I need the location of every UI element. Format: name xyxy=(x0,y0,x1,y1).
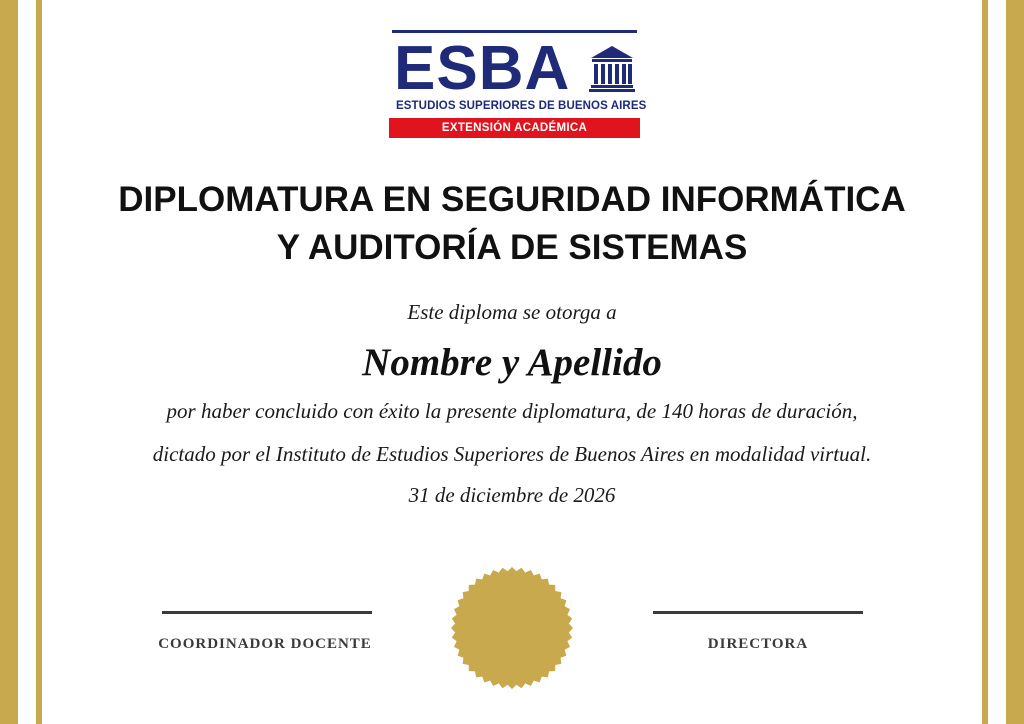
signature-line-right xyxy=(653,611,863,614)
gold-border-inner-right xyxy=(982,0,988,724)
logo-subtitle: ESTUDIOS SUPERIORES DE BUENOS AIRES xyxy=(396,100,647,112)
gold-border-outer-left xyxy=(0,0,18,724)
logo-banner: EXTENSIÓN ACADÉMICA xyxy=(389,118,640,138)
body-text-line-2: dictado por el Instituto de Estudios Superiores de Buenos Aires en modalidad virtual. xyxy=(152,442,872,466)
building-columns-icon xyxy=(589,44,635,92)
signature-line-left xyxy=(162,611,372,614)
logo-wordmark: ESBA xyxy=(394,34,571,103)
title-line-1: DIPLOMATURA EN SEGURIDAD INFORMÁTICA xyxy=(118,180,906,219)
issue-date: 31 de diciembre de 2026 xyxy=(408,483,616,507)
esba-logo xyxy=(389,30,647,138)
signature-label-coordinator: COORDINADOR DOCENTE xyxy=(158,636,372,652)
body-text-line-1: por haber concluido con éxito la presente diplomatura, de 140 horas de duración, xyxy=(166,399,858,423)
recipient-name: Nombre y Apellido xyxy=(362,341,662,384)
gold-border-outer-right xyxy=(1006,0,1024,724)
signature-label-director: DIRECTORA xyxy=(707,636,809,652)
gold-seal-icon xyxy=(450,566,574,690)
logo-top-line xyxy=(392,30,637,33)
diploma-title xyxy=(60,176,964,272)
gold-border-inner-left xyxy=(36,0,42,724)
title-line-2: Y AUDITORÍA DE SISTEMAS xyxy=(276,228,748,267)
granted-to-text: Este diploma se otorga a xyxy=(407,300,617,324)
